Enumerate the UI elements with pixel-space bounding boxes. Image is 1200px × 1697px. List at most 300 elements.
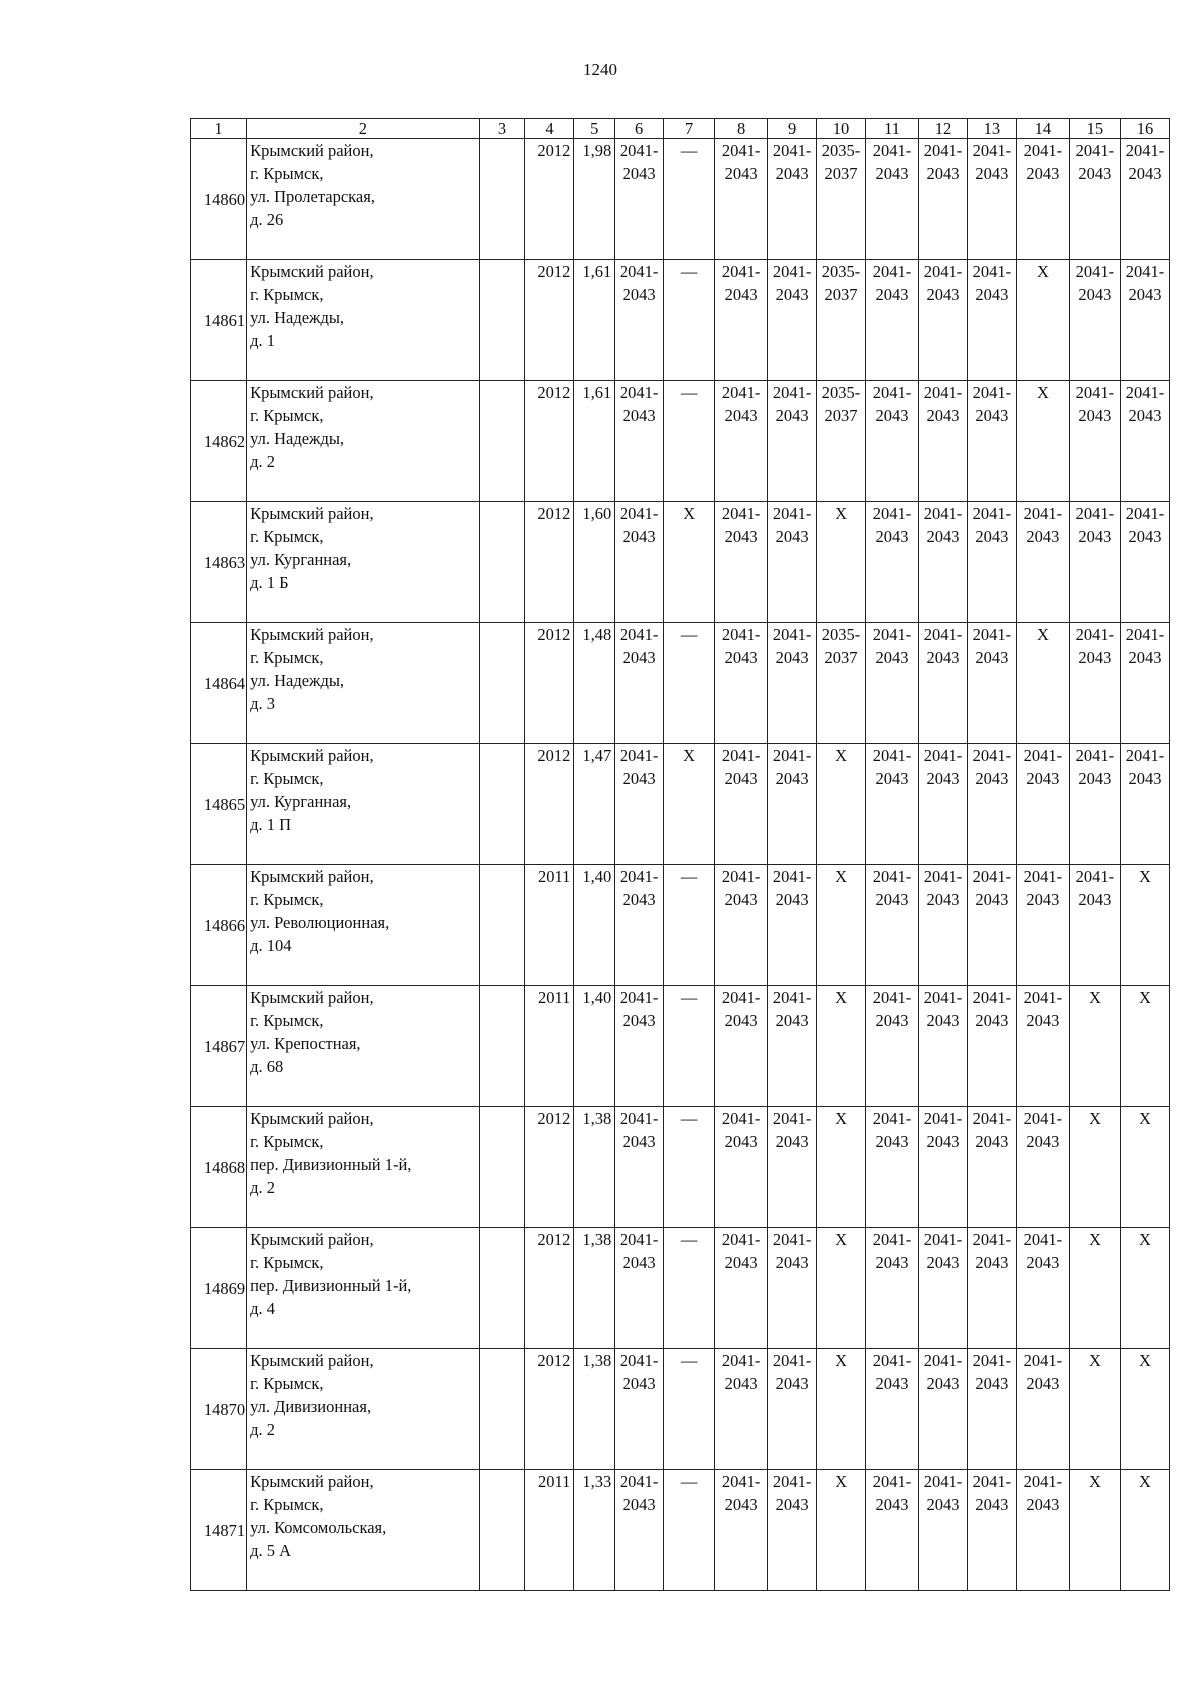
period-cell-col16-line: 2043 [1128,769,1162,788]
address-cell-line: д. 2 [250,452,275,471]
period-cell-col13 [967,381,1016,502]
address-cell-line: г. Крымск, [250,1132,324,1151]
period-cell-col15-line: 2043 [1078,648,1112,667]
period-cell-col12-line: 2043 [926,769,960,788]
column-header: 8 [715,119,768,139]
period-cell-col7: — [664,1228,715,1349]
period-cell-col10-line: 2035- [821,383,861,402]
period-cell-col8-line: 2041- [721,1230,761,1249]
period-cell-col16: X [1120,1470,1169,1591]
period-cell-col14-line: 2041- [1023,746,1063,765]
period-cell-col10-line: 2037 [824,648,858,667]
record-number: 14868 [191,1107,247,1228]
table-row [191,623,1170,744]
period-cell-col12 [919,381,968,502]
column-header: 3 [479,119,525,139]
period-cell-col16: X [1120,1107,1169,1228]
period-cell-col16-line: 2041- [1125,625,1165,644]
period-cell-col10-line: 2037 [824,406,858,425]
period-cell-col9 [768,865,817,986]
period-cell-col14-line: 2041- [1023,141,1063,160]
period-cell-col13-line: 2041- [972,141,1012,160]
period-cell-col14-line: 2043 [1026,1011,1060,1030]
period-cell-col12 [919,1470,968,1591]
period-cell-col15: X [1069,986,1120,1107]
address-cell-line: Крымский район, [250,141,374,160]
period-cell-col16-line: 2041- [1125,504,1165,523]
period-cell-col11 [866,744,919,865]
period-cell-col7: — [664,623,715,744]
period-cell-col6 [615,381,664,502]
period-cell-col16: X [1120,1228,1169,1349]
period-cell-col11 [866,260,919,381]
period-cell-col14: X [1016,260,1069,381]
period-cell-col8-line: 2041- [721,867,761,886]
year-cell: 2012 [525,260,574,381]
period-cell-col16-line: 2043 [1128,285,1162,304]
period-cell-col6-line: 2041- [619,1230,659,1249]
period-cell-col15-line: 2043 [1078,164,1112,183]
period-cell-col9-line: 2041- [772,1472,812,1491]
period-cell-col9-line: 2043 [775,648,809,667]
period-cell-col11-line: 2041- [872,867,912,886]
col3-cell [479,865,525,986]
year-cell: 2012 [525,744,574,865]
period-cell-col12 [919,865,968,986]
value-cell: 1,98 [574,139,615,260]
period-cell-col13 [967,1107,1016,1228]
period-cell-col12-line: 2043 [926,527,960,546]
period-cell-col11-line: 2041- [872,1351,912,1370]
year-cell: 2012 [525,1107,574,1228]
period-cell-col12-line: 2041- [923,625,963,644]
period-cell-col15-line: 2043 [1078,527,1112,546]
period-cell-col15-line: 2041- [1075,504,1115,523]
value-cell: 1,38 [574,1228,615,1349]
period-cell-col9-line: 2043 [775,890,809,909]
period-cell-col11-line: 2041- [872,504,912,523]
period-cell-col8-line: 2041- [721,141,761,160]
period-cell-col6 [615,865,664,986]
period-cell-col10 [817,381,866,502]
period-cell-col6-line: 2041- [619,504,659,523]
period-cell-col8-line: 2043 [724,164,758,183]
period-cell-col12-line: 2043 [926,1374,960,1393]
column-header: 4 [525,119,574,139]
address-cell-line: д. 3 [250,694,275,713]
address-cell [247,986,480,1107]
period-cell-col13-line: 2043 [975,769,1009,788]
year-cell: 2011 [525,986,574,1107]
address-cell-line: д. 104 [250,936,292,955]
period-cell-col13-line: 2043 [975,1253,1009,1272]
period-cell-col11-line: 2043 [875,769,909,788]
table-row [191,502,1170,623]
period-cell-col14-line: 2043 [1026,527,1060,546]
period-cell-col11-line: 2041- [872,625,912,644]
period-cell-col7: — [664,381,715,502]
period-cell-col8 [715,1470,768,1591]
col3-cell [479,1470,525,1591]
period-cell-col12-line: 2041- [923,867,963,886]
period-cell-col7: — [664,1107,715,1228]
period-cell-col14-line: 2043 [1026,1495,1060,1514]
period-cell-col7: X [664,502,715,623]
address-cell-line: д. 68 [250,1057,284,1076]
table-row [191,865,1170,986]
address-cell [247,381,480,502]
address-cell-line: ул. Надежды, [250,671,345,690]
address-cell-line: Крымский район, [250,504,374,523]
period-cell-col15-line: 2043 [1078,285,1112,304]
address-cell-line: д. 2 [250,1420,275,1439]
address-cell-line: Крымский район, [250,262,374,281]
period-cell-col10 [817,623,866,744]
period-cell-col8-line: 2041- [721,383,761,402]
period-cell-col8-line: 2041- [721,1351,761,1370]
period-cell-col6-line: 2043 [622,1495,656,1514]
period-cell-col14-line: 2043 [1026,890,1060,909]
address-cell-line: д. 1 Б [250,573,289,592]
period-cell-col13-line: 2043 [975,890,1009,909]
period-cell-col13-line: 2041- [972,1351,1012,1370]
period-cell-col9-line: 2041- [772,1351,812,1370]
period-cell-col11-line: 2043 [875,1253,909,1272]
period-cell-col6 [615,986,664,1107]
period-cell-col16-line: 2041- [1125,746,1165,765]
address-cell-line: ул. Дивизионная, [250,1397,372,1416]
address-cell-line: д. 1 П [250,815,292,834]
period-cell-col10 [817,260,866,381]
value-cell: 1,60 [574,502,615,623]
period-cell-col8 [715,744,768,865]
period-cell-col6-line: 2041- [619,988,659,1007]
column-header: 15 [1069,119,1120,139]
period-cell-col13-line: 2043 [975,1132,1009,1151]
period-cell-col6-line: 2043 [622,890,656,909]
period-cell-col10: X [817,865,866,986]
period-cell-col8-line: 2043 [724,527,758,546]
period-cell-col12 [919,744,968,865]
period-cell-col9-line: 2043 [775,1374,809,1393]
period-cell-col11-line: 2041- [872,1109,912,1128]
period-cell-col7: — [664,1470,715,1591]
column-header: 5 [574,119,615,139]
period-cell-col16 [1120,139,1169,260]
period-cell-col14-line: 2041- [1023,1351,1063,1370]
period-cell-col8-line: 2043 [724,1495,758,1514]
period-cell-col6-line: 2041- [619,262,659,281]
address-cell-line: г. Крымск, [250,1374,324,1393]
period-cell-col12-line: 2041- [923,1109,963,1128]
column-header: 14 [1016,119,1069,139]
address-cell [247,1470,480,1591]
period-cell-col16-line: 2043 [1128,406,1162,425]
address-cell-line: д. 1 [250,331,275,350]
column-header: 6 [615,119,664,139]
period-cell-col6-line: 2043 [622,648,656,667]
period-cell-col6 [615,623,664,744]
period-cell-col11 [866,1470,919,1591]
col3-cell [479,623,525,744]
period-cell-col11-line: 2041- [872,262,912,281]
value-cell: 1,61 [574,260,615,381]
period-cell-col6-line: 2043 [622,1011,656,1030]
period-cell-col6-line: 2041- [619,1351,659,1370]
period-cell-col13 [967,986,1016,1107]
period-cell-col6 [615,1470,664,1591]
period-cell-col8-line: 2041- [721,1472,761,1491]
period-cell-col6 [615,744,664,865]
period-cell-col9-line: 2041- [772,746,812,765]
period-cell-col9 [768,381,817,502]
address-cell-line: г. Крымск, [250,285,324,304]
address-cell-line: д. 4 [250,1299,275,1318]
period-cell-col12-line: 2043 [926,1132,960,1151]
period-cell-col16 [1120,623,1169,744]
period-cell-col8 [715,260,768,381]
period-cell-col8-line: 2041- [721,988,761,1007]
period-cell-col15 [1069,623,1120,744]
table-row [191,139,1170,260]
period-cell-col10: X [817,1349,866,1470]
period-cell-col15-line: 2041- [1075,746,1115,765]
period-cell-col14-line: 2041- [1023,504,1063,523]
column-header: 7 [664,119,715,139]
period-cell-col11-line: 2043 [875,164,909,183]
period-cell-col9-line: 2043 [775,285,809,304]
period-cell-col8 [715,623,768,744]
value-cell: 1,61 [574,381,615,502]
period-cell-col12 [919,1107,968,1228]
period-cell-col6-line: 2043 [622,769,656,788]
period-cell-col16 [1120,502,1169,623]
period-cell-col16: X [1120,865,1169,986]
col3-cell [479,139,525,260]
record-number: 14865 [191,744,247,865]
address-cell [247,865,480,986]
period-cell-col11 [866,865,919,986]
period-cell-col10-line: 2035- [821,141,861,160]
period-cell-col13 [967,1470,1016,1591]
period-cell-col8-line: 2043 [724,1132,758,1151]
period-cell-col8-line: 2043 [724,285,758,304]
value-cell: 1,33 [574,1470,615,1591]
record-number: 14871 [191,1470,247,1591]
period-cell-col14-line: 2041- [1023,988,1063,1007]
period-cell-col9 [768,502,817,623]
period-cell-col8 [715,1228,768,1349]
period-cell-col12 [919,1349,968,1470]
column-header: 9 [768,119,817,139]
period-cell-col11 [866,502,919,623]
period-cell-col6-line: 2043 [622,285,656,304]
period-cell-col16-line: 2043 [1128,164,1162,183]
col3-cell [479,1107,525,1228]
period-cell-col12-line: 2041- [923,504,963,523]
record-number: 14860 [191,139,247,260]
record-number: 14869 [191,1228,247,1349]
period-cell-col10: X [817,1470,866,1591]
period-cell-col11 [866,1107,919,1228]
period-cell-col9-line: 2041- [772,383,812,402]
period-cell-col8-line: 2043 [724,1011,758,1030]
period-cell-col6-line: 2041- [619,141,659,160]
year-cell: 2012 [525,1228,574,1349]
record-number: 14867 [191,986,247,1107]
period-cell-col15-line: 2041- [1075,867,1115,886]
period-cell-col7: — [664,260,715,381]
period-cell-col13-line: 2041- [972,504,1012,523]
period-cell-col15-line: 2043 [1078,890,1112,909]
value-cell: 1,48 [574,623,615,744]
period-cell-col9-line: 2041- [772,141,812,160]
period-cell-col6-line: 2043 [622,1374,656,1393]
period-cell-col7: X [664,744,715,865]
column-header: 1 [191,119,247,139]
period-cell-col12 [919,139,968,260]
column-header: 10 [817,119,866,139]
period-cell-col8-line: 2041- [721,262,761,281]
period-cell-col16 [1120,260,1169,381]
period-cell-col15-line: 2043 [1078,769,1112,788]
period-cell-col6 [615,502,664,623]
period-cell-col11 [866,1349,919,1470]
address-cell-line: Крымский район, [250,383,374,402]
address-cell-line: г. Крымск, [250,769,324,788]
period-cell-col16-line: 2041- [1125,383,1165,402]
address-cell-line: ул. Крепостная, [250,1034,361,1053]
period-cell-col11 [866,381,919,502]
period-cell-col14-line: 2043 [1026,164,1060,183]
page-number: 1240 [583,60,617,79]
period-cell-col13-line: 2043 [975,285,1009,304]
period-cell-col13-line: 2043 [975,1374,1009,1393]
period-cell-col9-line: 2043 [775,406,809,425]
period-cell-col10-line: 2037 [824,164,858,183]
period-cell-col12-line: 2041- [923,141,963,160]
period-cell-col10: X [817,986,866,1107]
address-cell-line: д. 2 [250,1178,275,1197]
period-cell-col14 [1016,502,1069,623]
address-cell-line: Крымский район, [250,988,374,1007]
column-header: 2 [247,119,480,139]
period-cell-col6-line: 2041- [619,383,659,402]
period-cell-col6-line: 2043 [622,406,656,425]
period-cell-col16: X [1120,986,1169,1107]
period-cell-col8-line: 2043 [724,769,758,788]
address-cell-line: ул. Революционная, [250,913,390,932]
period-cell-col12-line: 2043 [926,648,960,667]
period-cell-col9-line: 2041- [772,1109,812,1128]
period-cell-col15-line: 2041- [1075,141,1115,160]
period-cell-col16 [1120,744,1169,865]
period-cell-col8-line: 2041- [721,1109,761,1128]
period-cell-col13-line: 2043 [975,164,1009,183]
period-cell-col15: X [1069,1470,1120,1591]
period-cell-col13 [967,139,1016,260]
period-cell-col11-line: 2041- [872,1230,912,1249]
address-cell-line: Крымский район, [250,1351,374,1370]
period-cell-col10-line: 2035- [821,625,861,644]
address-cell-line: Крымский район, [250,867,374,886]
address-cell-line: г. Крымск, [250,406,324,425]
period-cell-col14 [1016,865,1069,986]
address-cell-line: г. Крымск, [250,1011,324,1030]
period-cell-col10-line: 2035- [821,262,861,281]
address-cell-line: ул. Курганная, [250,792,352,811]
period-cell-col9 [768,1107,817,1228]
period-cell-col12 [919,623,968,744]
column-header: 11 [866,119,919,139]
period-cell-col13-line: 2041- [972,625,1012,644]
table-row [191,260,1170,381]
period-cell-col13-line: 2041- [972,867,1012,886]
period-cell-col9 [768,260,817,381]
period-cell-col11-line: 2043 [875,285,909,304]
period-cell-col15-line: 2041- [1075,625,1115,644]
period-cell-col15: X [1069,1107,1120,1228]
record-number: 14861 [191,260,247,381]
period-cell-col14: X [1016,381,1069,502]
period-cell-col15 [1069,502,1120,623]
period-cell-col6-line: 2043 [622,527,656,546]
period-cell-col7: — [664,1349,715,1470]
period-cell-col12-line: 2043 [926,164,960,183]
period-cell-col11-line: 2043 [875,890,909,909]
period-cell-col8-line: 2041- [721,746,761,765]
period-cell-col9 [768,623,817,744]
col3-cell [479,1349,525,1470]
period-cell-col11-line: 2041- [872,746,912,765]
period-cell-col15 [1069,260,1120,381]
period-cell-col14-line: 2041- [1023,1230,1063,1249]
address-cell [247,1349,480,1470]
period-cell-col9-line: 2041- [772,262,812,281]
period-cell-col8-line: 2043 [724,890,758,909]
period-cell-col13-line: 2043 [975,1495,1009,1514]
period-cell-col13-line: 2041- [972,383,1012,402]
period-cell-col14 [1016,1470,1069,1591]
period-cell-col6-line: 2041- [619,746,659,765]
address-cell-line: Крымский район, [250,625,374,644]
period-cell-col11-line: 2041- [872,1472,912,1491]
period-cell-col6-line: 2043 [622,164,656,183]
period-cell-col14 [1016,744,1069,865]
period-cell-col12-line: 2041- [923,262,963,281]
address-cell-line: Крымский район, [250,1230,374,1249]
period-cell-col10-line: 2037 [824,285,858,304]
table-row [191,986,1170,1107]
period-cell-col16-line: 2043 [1128,527,1162,546]
address-cell [247,502,480,623]
period-cell-col11-line: 2043 [875,1132,909,1151]
period-cell-col10 [817,139,866,260]
period-cell-col12-line: 2043 [926,285,960,304]
period-cell-col12-line: 2041- [923,1230,963,1249]
period-cell-col11-line: 2043 [875,1011,909,1030]
address-cell-line: ул. Надежды, [250,429,345,448]
period-cell-col9-line: 2041- [772,625,812,644]
period-cell-col13 [967,623,1016,744]
col3-cell [479,502,525,623]
col3-cell [479,986,525,1107]
period-cell-col12-line: 2041- [923,1472,963,1491]
period-cell-col9 [768,986,817,1107]
table-row [191,744,1170,865]
value-cell: 1,38 [574,1107,615,1228]
period-cell-col10: X [817,1107,866,1228]
